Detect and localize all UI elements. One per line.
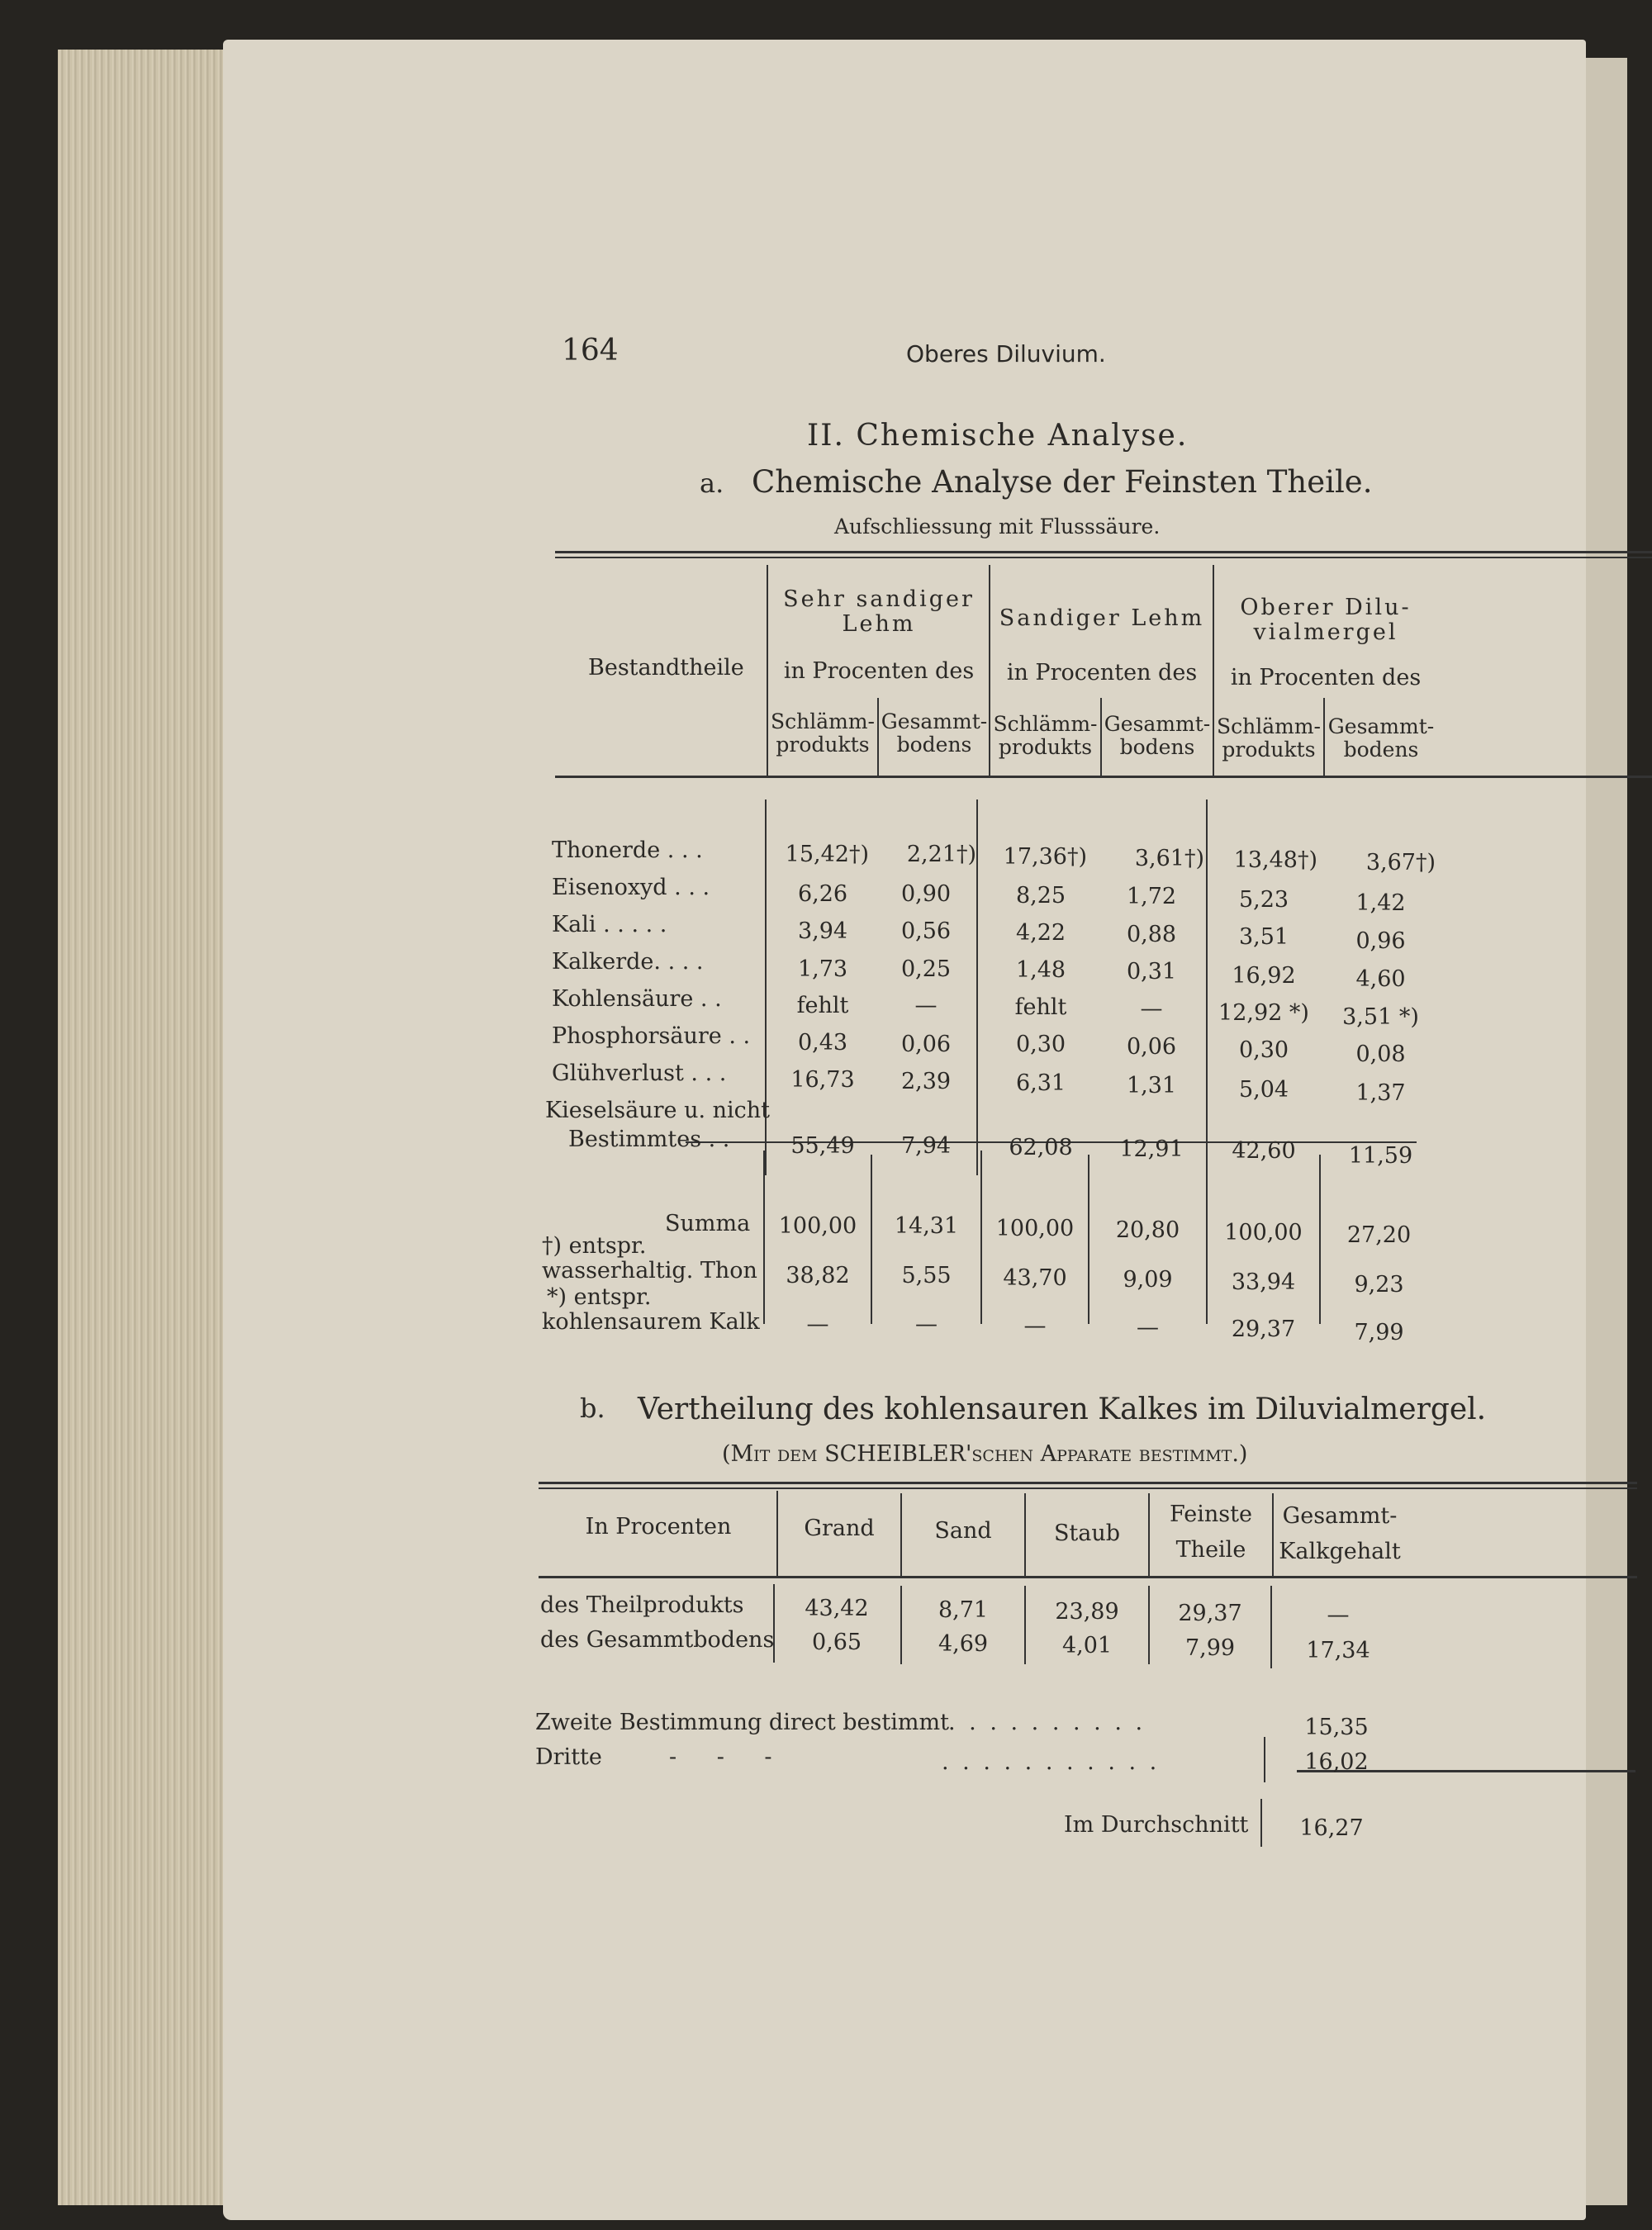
- cell: 16,27: [1299, 1815, 1364, 1841]
- cell: 38,82: [786, 1263, 850, 1288]
- cell: 100,00: [1224, 1220, 1303, 1245]
- cell: —: [915, 1312, 938, 1337]
- row-label: kohlensaurem Kalk: [542, 1309, 760, 1335]
- subsection-a-title: Chemische Analyse der Feinsten Theile.: [752, 464, 1373, 500]
- cell: 3,94: [797, 918, 848, 944]
- cell: 43,70: [1003, 1265, 1067, 1291]
- leader-dots: . . . . . . . . . .: [948, 1710, 1146, 1735]
- cell: 1,42: [1355, 890, 1406, 916]
- page-number: 164: [562, 334, 619, 368]
- cell: 29,37: [1178, 1601, 1242, 1626]
- cell: fehlt: [1014, 994, 1067, 1020]
- cell: 11,59: [1348, 1143, 1413, 1169]
- subsection-b-title: Vertheilung des kohlensauren Kalkes im Diluvialmergel.: [638, 1393, 1487, 1426]
- cell: —: [1137, 1315, 1159, 1340]
- row-label: Bestimmtes . .: [568, 1127, 730, 1152]
- cell: 16,92: [1232, 963, 1296, 989]
- cell: 4,69: [938, 1631, 989, 1657]
- group-1-name: Sehr sandiger: [783, 586, 975, 612]
- subcol-header: Gesammt- bodens: [881, 709, 988, 757]
- cell: —: [806, 1312, 829, 1337]
- ditto-marks: - - -: [669, 1744, 772, 1770]
- book-page-edges: [58, 50, 248, 2205]
- cell: 1,73: [797, 956, 848, 982]
- row-label: Phosphorsäure . .: [552, 1023, 751, 1049]
- cell: 0,56: [900, 918, 952, 944]
- cell: 1,48: [1015, 957, 1066, 983]
- group-3-name: Oberer Dilu-: [1240, 595, 1412, 620]
- leader-dots: . . . . . . . . . . .: [942, 1749, 1161, 1775]
- cell: 0,08: [1355, 1041, 1406, 1067]
- cell: 7,94: [900, 1133, 952, 1159]
- header-theile: Theile: [1175, 1537, 1246, 1563]
- cell: 2,39: [900, 1069, 952, 1094]
- row-label: Summa: [665, 1211, 751, 1236]
- header-grand: Grand: [804, 1516, 875, 1541]
- subcol-header: Schlämm- produkts: [771, 709, 875, 757]
- book-page: [223, 40, 1586, 2220]
- cell: 0,30: [1238, 1037, 1289, 1063]
- subsection-b-marker: b.: [580, 1393, 605, 1424]
- group-3-name-2: vialmergel: [1253, 619, 1398, 645]
- header-gesammt: Gesammt-: [1282, 1503, 1398, 1529]
- cell: 6,26: [797, 881, 848, 907]
- cell: 6,31: [1015, 1070, 1066, 1096]
- cell: 0,88: [1126, 922, 1177, 947]
- row-label: Thonerde . . .: [552, 837, 703, 863]
- cell: 0,06: [900, 1032, 952, 1057]
- cell: 1,72: [1126, 884, 1177, 909]
- cell: 12,91: [1119, 1136, 1184, 1162]
- col-header-bestandtheile: Bestandtheile: [588, 655, 744, 681]
- cell: 5,23: [1238, 887, 1289, 913]
- cell: 23,89: [1055, 1599, 1119, 1625]
- cell: 1,31: [1126, 1073, 1177, 1098]
- cell: 3,51 *): [1342, 1004, 1419, 1030]
- cell: 1,37: [1355, 1080, 1406, 1106]
- cell: 55,49: [790, 1133, 855, 1159]
- cell: 17,36†): [1003, 844, 1087, 870]
- cell: 0,31: [1126, 959, 1177, 985]
- cell: 9,09: [1123, 1267, 1173, 1293]
- cell: 16,73: [790, 1067, 855, 1093]
- subcol-header: Gesammt- bodens: [1327, 714, 1435, 762]
- cell: fehlt: [796, 993, 849, 1018]
- row-label: Kalkerde. . . .: [552, 949, 704, 975]
- header-in-procenten: In Procenten: [585, 1514, 732, 1540]
- cell: 3,51: [1238, 924, 1289, 950]
- cell: 100,00: [778, 1213, 857, 1239]
- cell: 3,61†): [1134, 846, 1204, 871]
- cell: 0,30: [1015, 1032, 1066, 1057]
- row-label: Kali . . . . .: [552, 912, 667, 937]
- row-label: †) entspr.: [542, 1233, 647, 1259]
- running-title: Oberes Diluvium.: [906, 340, 1106, 368]
- group-1-sub: in Procenten des: [783, 658, 975, 684]
- subsection-b-note: (Mit dem SCHEIBLER'schen Apparate bestimmt.): [722, 1441, 1248, 1467]
- section-title: II. Chemische Analyse.: [807, 419, 1189, 453]
- group-3-sub: in Procenten des: [1230, 665, 1422, 690]
- cell: —: [1023, 1313, 1047, 1339]
- subsection-a-marker: a.: [700, 467, 724, 499]
- cell: 12,92 *): [1218, 1000, 1309, 1026]
- cell: 13,48†): [1233, 847, 1317, 873]
- cell: 7,99: [1184, 1635, 1236, 1661]
- cell: 15,42†): [785, 842, 869, 867]
- row-label: Dritte: [535, 1744, 602, 1770]
- cell: 9,23: [1354, 1272, 1404, 1298]
- cell: 4,60: [1355, 966, 1406, 992]
- cell: —: [1327, 1602, 1350, 1628]
- cell: 29,37: [1231, 1317, 1296, 1342]
- row-label: Im Durchschnitt: [1064, 1812, 1249, 1838]
- cell: 2,21†): [906, 842, 976, 867]
- cell: 0,06: [1126, 1034, 1177, 1060]
- cell: —: [1140, 996, 1163, 1022]
- cell: 0,25: [900, 956, 952, 982]
- group-2-sub: in Procenten des: [1006, 660, 1198, 686]
- header-kalkgehalt: Kalkgehalt: [1279, 1539, 1401, 1564]
- cell: 27,20: [1346, 1222, 1412, 1248]
- row-label: Eisenoxyd . . .: [552, 875, 710, 900]
- cell: 5,55: [901, 1263, 952, 1288]
- subcol-header: Gesammt- bodens: [1104, 712, 1211, 759]
- cell: 4,01: [1061, 1633, 1113, 1658]
- cell: 8,71: [938, 1597, 989, 1623]
- group-2-name: Sandiger Lehm: [999, 605, 1205, 631]
- row-label: des Theilprodukts: [540, 1592, 744, 1618]
- cell: 20,80: [1115, 1217, 1180, 1243]
- cell: 0,43: [797, 1030, 848, 1056]
- header-sand: Sand: [934, 1518, 992, 1544]
- cell: 42,60: [1232, 1138, 1296, 1164]
- header-feinste: Feinste: [1170, 1502, 1252, 1527]
- row-label: *) entspr.: [547, 1284, 652, 1310]
- cell: 62,08: [1009, 1135, 1073, 1160]
- cell: 5,04: [1238, 1077, 1289, 1103]
- cell: 7,99: [1354, 1320, 1404, 1345]
- cell: 17,34: [1306, 1638, 1370, 1663]
- cell: 8,25: [1015, 883, 1066, 909]
- subsection-a-note: Aufschliessung mit Flusssäure.: [834, 515, 1161, 539]
- cell: 4,22: [1015, 920, 1066, 946]
- cell: 0,96: [1355, 928, 1406, 954]
- header-staub: Staub: [1053, 1521, 1121, 1546]
- subcol-header: Schlämm- produkts: [1217, 714, 1321, 762]
- row-label: wasserhaltig. Thon: [542, 1258, 757, 1283]
- cell: 15,35: [1304, 1715, 1369, 1740]
- cell: 3,67†): [1365, 850, 1436, 875]
- row-label: Kieselsäure u. nicht: [545, 1098, 771, 1123]
- row-label: des Gesammtbodens: [540, 1627, 775, 1653]
- row-label: Kohlensäure . .: [552, 986, 722, 1012]
- cell: —: [914, 993, 938, 1018]
- cell: 0,90: [900, 881, 952, 907]
- cell: 33,94: [1231, 1269, 1296, 1295]
- row-label: Glühverlust . . .: [552, 1060, 727, 1086]
- cell: 0,65: [811, 1630, 862, 1655]
- cell: 43,42: [805, 1596, 869, 1621]
- group-1-name-2: Lehm: [842, 611, 916, 637]
- row-label: Zweite Bestimmung direct bestimmt: [535, 1710, 949, 1735]
- subcol-header: Schlämm- produkts: [993, 712, 1098, 759]
- cell: 100,00: [995, 1216, 1075, 1241]
- cell: 14,31: [894, 1213, 959, 1239]
- cell: 16,02: [1304, 1749, 1369, 1775]
